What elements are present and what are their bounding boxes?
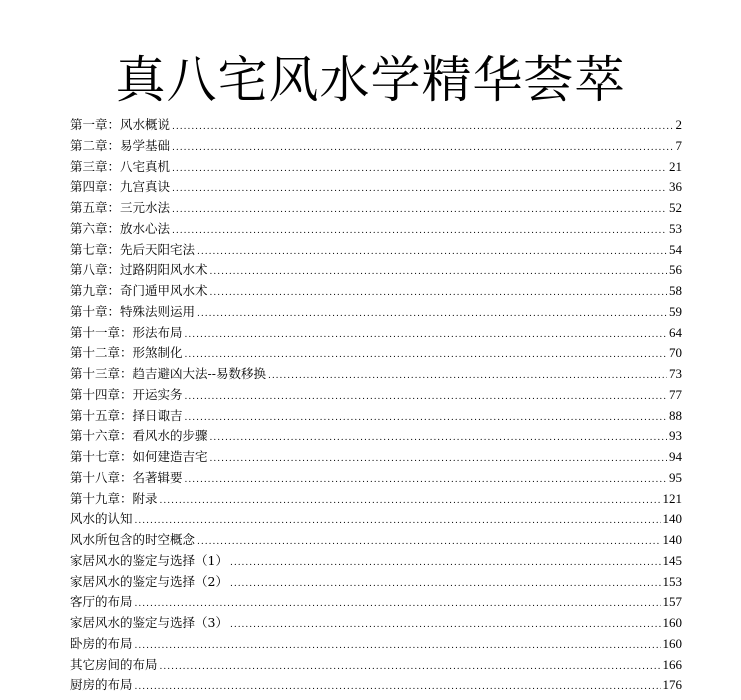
toc-dot-leader <box>135 594 661 615</box>
toc-entry-label: 第一章：风水概说 <box>70 117 171 132</box>
toc-dot-leader <box>230 615 661 636</box>
toc-entry[interactable] <box>70 323 682 344</box>
toc-entry[interactable] <box>70 385 682 406</box>
toc-entry-label: 第十五章：择日诹吉 <box>70 407 183 423</box>
toc-dot-leader <box>160 657 661 678</box>
toc-entry-page-number: 88 <box>669 407 682 423</box>
toc-entry-label: 第十一章：形法布局 <box>70 324 183 340</box>
toc-entry[interactable] <box>70 302 682 323</box>
toc-entry-label: 第十七章：如何建造吉宅 <box>70 449 208 464</box>
toc-dot-leader <box>230 553 661 574</box>
toc-entry-label: 厨房的布局 <box>70 677 133 693</box>
toc-entry-page-number: 160 <box>662 635 682 651</box>
toc-entry-label: 第六章：放水心法 <box>70 220 171 236</box>
toc-entry-label: 家居风水的鉴定与选择（3） <box>70 615 228 630</box>
toc-entry[interactable] <box>70 572 682 593</box>
toc-entry-label: 第九章：奇门遁甲风水术 <box>70 283 208 298</box>
toc-dot-leader <box>185 325 667 346</box>
toc-dot-leader <box>210 262 667 283</box>
toc-entry-label: 第十九章：附录 <box>70 490 158 506</box>
toc-entry-page-number: 140 <box>662 532 682 547</box>
toc-entry-label: 第七章：先后天阳宅法 <box>70 241 196 257</box>
toc-entry[interactable] <box>70 219 682 240</box>
toc-entry-page-number: 95 <box>669 469 682 485</box>
toc-entry-label: 客厅的布局 <box>70 594 133 610</box>
toc-entry-label: 第十章：特殊法则运用 <box>70 303 196 319</box>
toc-entry-label: 第十六章：看风水的步骤 <box>70 428 208 444</box>
toc-entry-page-number: 70 <box>669 345 682 361</box>
toc-dot-leader <box>135 511 661 532</box>
toc-dot-leader <box>185 345 667 366</box>
toc-dot-leader <box>172 117 673 138</box>
toc-entry-label: 第十八章：名著辑要 <box>70 469 183 485</box>
toc-entry[interactable] <box>70 240 682 261</box>
toc-entry-label: 第十三章：趋吉避凶大法--易数移换 <box>70 366 266 381</box>
toc-entry[interactable] <box>70 551 682 572</box>
toc-dot-leader <box>172 221 667 242</box>
toc-entry-page-number: 145 <box>662 552 682 568</box>
toc-entry-page-number: 64 <box>669 324 682 340</box>
toc-entry-page-number: 73 <box>669 366 682 381</box>
toc-dot-leader <box>172 200 667 221</box>
toc-dot-leader <box>160 491 661 512</box>
table-of-contents <box>70 115 682 696</box>
toc-entry-label: 第三章：八宅真机 <box>70 158 171 174</box>
toc-entry-page-number: 21 <box>669 158 682 174</box>
toc-dot-leader <box>185 387 667 408</box>
toc-entry-page-number: 94 <box>669 449 682 464</box>
toc-entry[interactable] <box>70 426 682 447</box>
toc-entry-label: 第五章：三元水法 <box>70 200 171 215</box>
toc-entry[interactable] <box>70 634 682 655</box>
toc-dot-leader <box>172 159 667 180</box>
toc-entry-page-number: 52 <box>669 200 682 215</box>
toc-entry-label: 家居风水的鉴定与选择（1） <box>70 552 228 568</box>
toc-dot-leader <box>135 636 661 657</box>
toc-entry[interactable] <box>70 509 682 530</box>
toc-entry-page-number: 160 <box>662 615 682 630</box>
toc-entry-label: 第十四章：开运实务 <box>70 386 183 402</box>
toc-entry[interactable] <box>70 406 682 427</box>
toc-entry-label: 家居风水的鉴定与选择（2） <box>70 573 228 589</box>
toc-entry[interactable] <box>70 655 682 676</box>
toc-entry[interactable] <box>70 115 682 136</box>
toc-entry[interactable] <box>70 343 682 364</box>
toc-entry-page-number: 36 <box>669 179 682 195</box>
toc-entry-page-number: 176 <box>662 677 682 693</box>
toc-entry[interactable] <box>70 592 682 613</box>
toc-entry-page-number: 121 <box>662 490 682 506</box>
toc-dot-leader <box>172 138 673 159</box>
toc-entry[interactable] <box>70 364 682 385</box>
document-title: 真八宅风水学精华荟萃 <box>115 51 626 109</box>
toc-entry[interactable] <box>70 157 682 178</box>
toc-entry[interactable] <box>70 198 682 219</box>
toc-dot-leader <box>135 677 661 698</box>
toc-dot-leader <box>230 574 661 595</box>
toc-dot-leader <box>210 428 667 449</box>
toc-dot-leader <box>210 449 667 470</box>
toc-entry[interactable] <box>70 447 682 468</box>
toc-entry[interactable] <box>70 613 682 634</box>
toc-dot-leader <box>172 179 667 200</box>
toc-dot-leader <box>197 304 667 325</box>
toc-entry[interactable] <box>70 177 682 198</box>
toc-entry-label: 第八章：过路阴阳风水术 <box>70 262 208 278</box>
toc-entry-page-number: 59 <box>669 303 682 319</box>
toc-dot-leader <box>185 470 667 491</box>
toc-entry-page-number: 7 <box>675 137 682 153</box>
toc-entry-page-number: 53 <box>669 220 682 236</box>
toc-entry-page-number: 2 <box>675 117 682 132</box>
toc-entry-label: 第十二章：形煞制化 <box>70 345 183 361</box>
toc-entry[interactable] <box>70 468 682 489</box>
toc-entry-page-number: 157 <box>662 594 682 610</box>
toc-entry[interactable] <box>70 489 682 510</box>
toc-entry-label: 风水的认知 <box>70 511 133 527</box>
toc-entry-page-number: 166 <box>662 656 682 672</box>
toc-entry-page-number: 153 <box>662 573 682 589</box>
toc-entry[interactable] <box>70 260 682 281</box>
toc-entry-page-number: 54 <box>669 241 682 257</box>
toc-dot-leader <box>197 242 667 263</box>
toc-entry[interactable] <box>70 136 682 157</box>
toc-entry-page-number: 58 <box>669 283 682 298</box>
toc-entry-page-number: 77 <box>669 386 682 402</box>
toc-entry-label: 其它房间的布局 <box>70 656 158 672</box>
toc-entry-label: 风水所包含的时空概念 <box>70 532 196 547</box>
toc-entry-label: 第四章：九宫真诀 <box>70 179 171 195</box>
toc-dot-leader <box>268 366 667 387</box>
toc-entry-page-number: 93 <box>669 428 682 444</box>
toc-entry-label: 卧房的布局 <box>70 635 133 651</box>
toc-entry-page-number: 140 <box>662 511 682 527</box>
toc-entry[interactable] <box>70 530 682 551</box>
toc-dot-leader <box>210 283 667 304</box>
toc-entry-label: 第二章：易学基础 <box>70 137 171 153</box>
toc-entry-page-number: 56 <box>669 262 682 278</box>
toc-entry[interactable] <box>70 675 682 696</box>
toc-entry[interactable] <box>70 281 682 302</box>
toc-dot-leader <box>197 532 660 553</box>
toc-dot-leader <box>185 408 667 429</box>
